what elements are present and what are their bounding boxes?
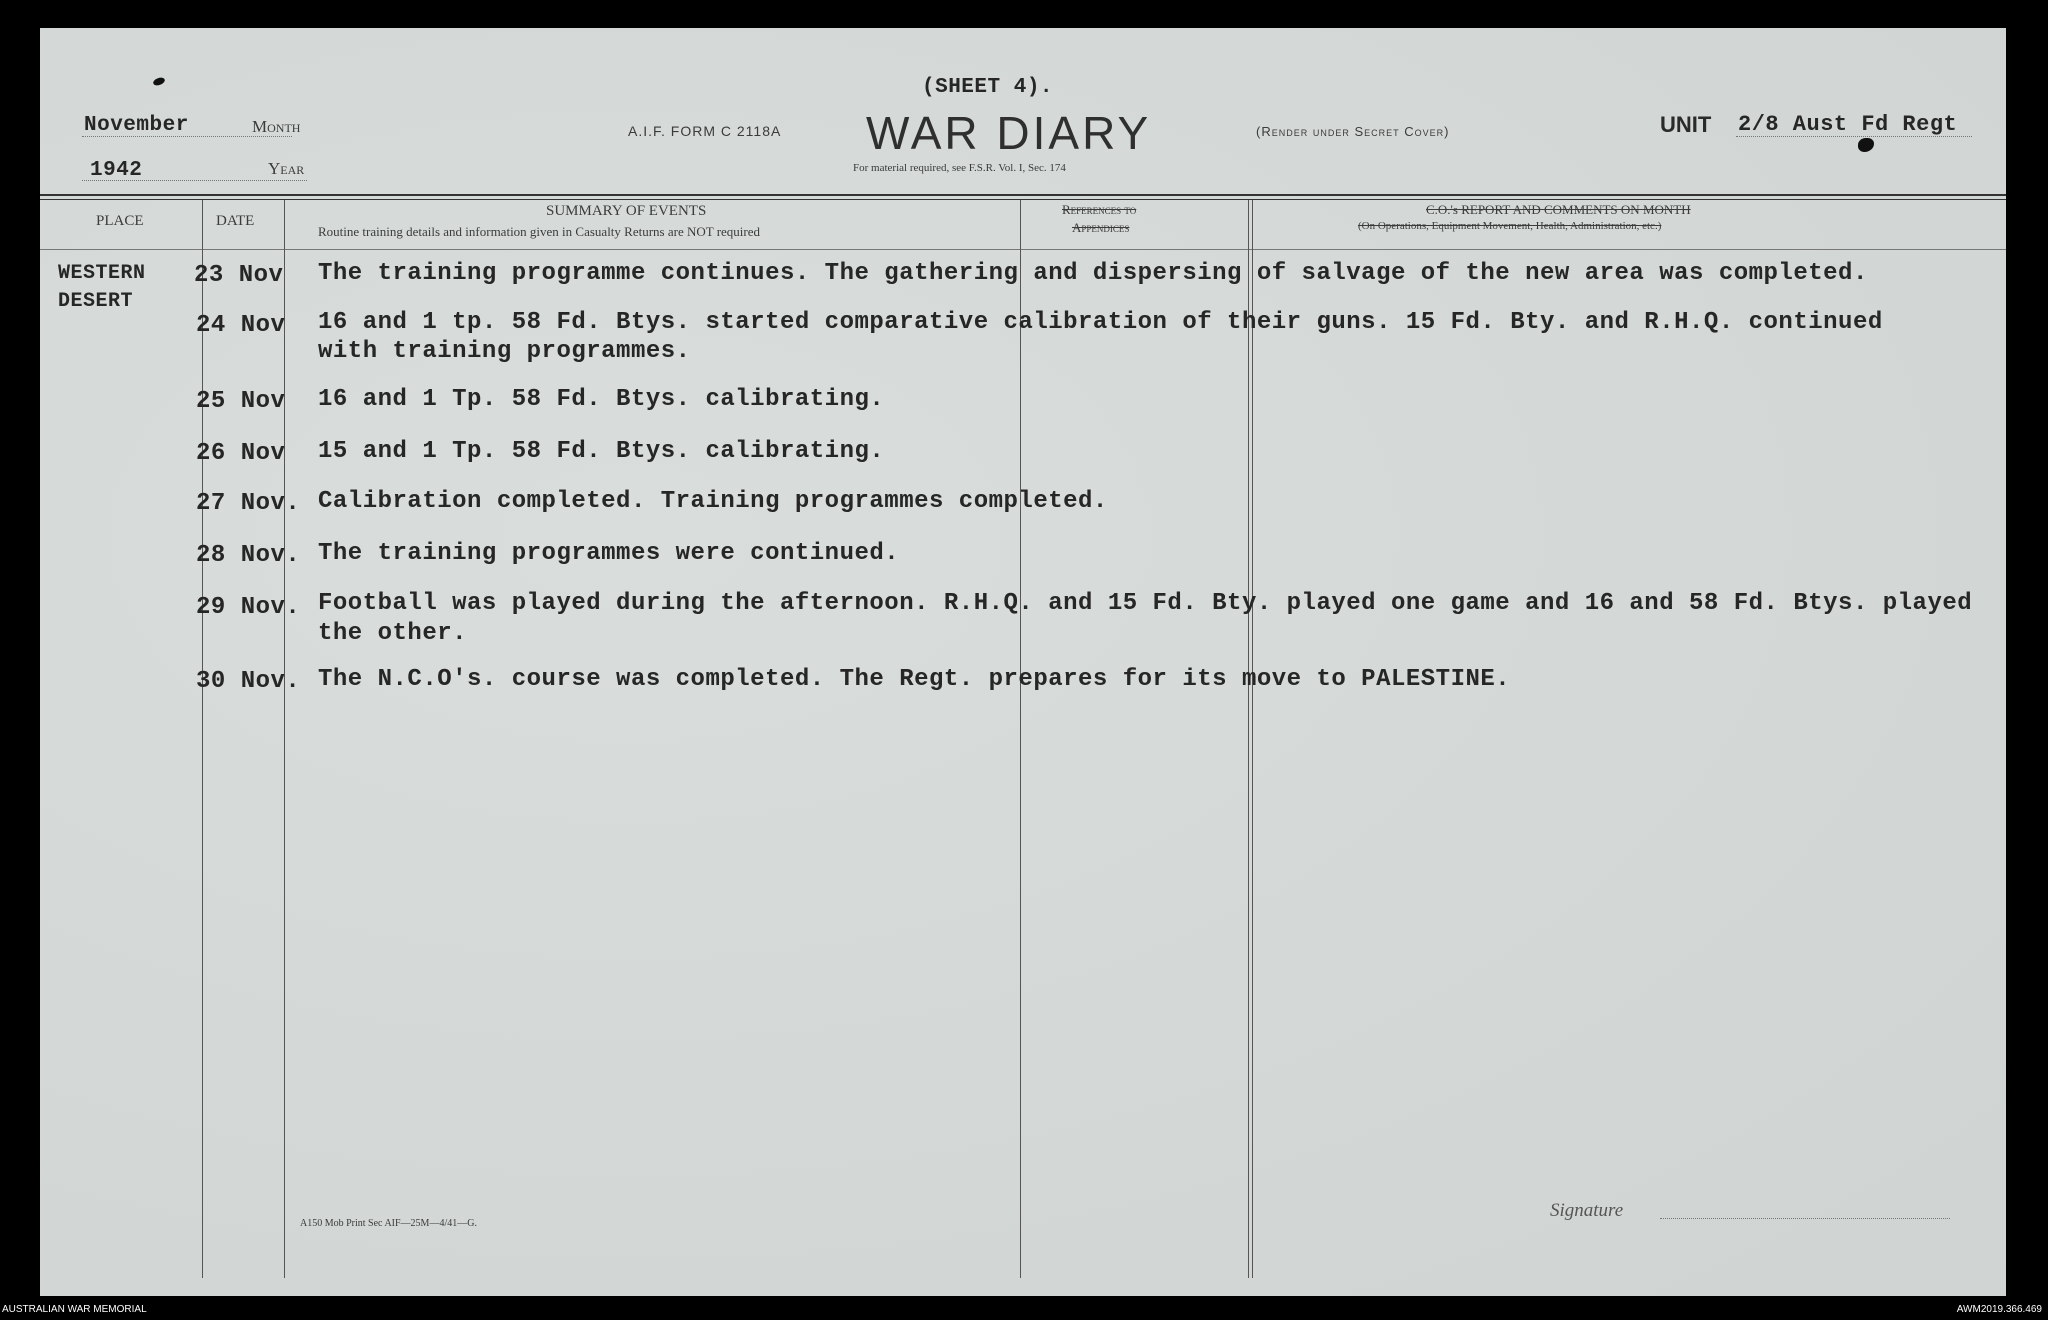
place-line-1: WESTERN: [58, 262, 146, 285]
entry-text: Calibration completed. Training programmes completed.: [318, 488, 1108, 515]
comments-column-header: C.O.'s REPORT AND COMMENTS ON MONTH: [1426, 202, 1691, 217]
entry-text: 16 and 1 tp. 58 Fd. Btys. started comparative calibration of their guns. 15 Fd. Bty. and R.H.Q. continued: [318, 309, 1883, 336]
entry-date: 26 Nov: [196, 440, 286, 467]
page-subtitle: For material required, see F.S.R. Vol. I, Sec. 174: [853, 162, 1066, 174]
print-code: A150 Mob Print Sec AIF—25M—4/41—G.: [300, 1218, 477, 1229]
footer-archive-name: AUSTRALIAN WAR MEMORIAL: [2, 1304, 147, 1315]
summary-column-header: SUMMARY OF EVENTS: [546, 203, 707, 219]
place-line-2: DESERT: [58, 290, 134, 313]
entry-text-continued: the other.: [318, 620, 468, 647]
year-dotted-line: [82, 180, 307, 181]
entry-text: 16 and 1 Tp. 58 Fd. Btys. calibrating.: [318, 386, 885, 413]
sheet-number: (SHEET 4).: [922, 76, 1054, 99]
diary-sheet: [40, 28, 2006, 1296]
column-header-rule: [40, 249, 2006, 250]
column-rule: [284, 200, 285, 1278]
header-rule: [40, 199, 2006, 200]
entry-text: The N.C.O's. course was completed. The Regt. prepares for its move to PALESTINE.: [318, 666, 1511, 693]
unit-label: UNIT: [1660, 112, 1712, 137]
entry-date: 27 Nov.: [196, 490, 301, 517]
column-rule: [202, 200, 203, 1278]
entry-text: The training programmes were continued.: [318, 540, 900, 567]
footer-accession-number: AWM2019.366.469: [1956, 1304, 2042, 1315]
entry-date: 30 Nov.: [196, 668, 301, 695]
entry-date: 23 Nov: [194, 262, 284, 289]
entry-date: 24 Nov: [196, 312, 286, 339]
entry-text: Football was played during the afternoon. R.H.Q. and 15 Fd. Bty. played one game and 16 and 58 Fd. Btys. played: [318, 590, 1973, 617]
column-rule: [1248, 200, 1249, 1278]
references-column-header-2: Appendices: [1072, 220, 1130, 235]
unit-dotted-line: [1736, 136, 1972, 137]
ink-blot: [152, 76, 166, 87]
column-rule: [1252, 200, 1253, 1278]
header-rule: [40, 194, 2006, 196]
entry-date: 25 Nov: [196, 388, 286, 415]
month-label: Month: [252, 117, 301, 136]
secret-cover-note: (Render under Secret Cover): [1256, 124, 1450, 139]
page-title: WAR DIARY: [866, 107, 1152, 159]
comments-column-note: (On Operations, Equipment Movement, Health, Administration, etc.): [1358, 220, 1662, 232]
entry-text-continued: with training programmes.: [318, 338, 691, 365]
entry-text: 15 and 1 Tp. 58 Fd. Btys. calibrating.: [318, 438, 885, 465]
date-column-header: DATE: [216, 213, 255, 229]
ink-blot: [1858, 138, 1874, 152]
unit-value: 2/8 Aust Fd Regt: [1738, 112, 1958, 137]
year-value: 1942: [90, 159, 143, 182]
entry-date: 28 Nov.: [196, 542, 301, 569]
year-label: Year: [268, 159, 305, 178]
summary-column-note: Routine training details and information given in Casualty Returns are NOT required: [318, 224, 761, 239]
column-rule: [1020, 200, 1021, 1278]
place-column-header: PLACE: [96, 213, 144, 229]
entry-text: The training programme continues. The gathering and dispersing of salvage of the new area was completed.: [318, 260, 1868, 287]
references-column-header: References to: [1062, 202, 1137, 217]
form-number: A.I.F. FORM C 2118A: [628, 123, 782, 139]
month-value: November: [84, 114, 189, 137]
signature-label: Signature: [1550, 1200, 1624, 1221]
entry-date: 29 Nov.: [196, 594, 301, 621]
signature-line: [1660, 1218, 1950, 1219]
